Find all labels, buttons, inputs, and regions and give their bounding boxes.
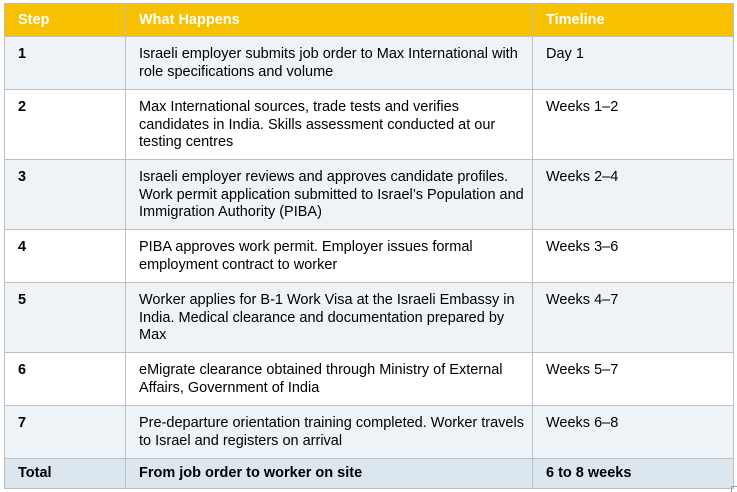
- step-description: eMigrate clearance obtained through Ministry of External Affairs, Government of India: [126, 353, 533, 406]
- step-number: 2: [5, 90, 126, 160]
- step-timeline: Weeks 4–7: [533, 283, 734, 353]
- process-timeline-table: [4, 3, 734, 489]
- step-timeline: Weeks 3–6: [533, 230, 734, 283]
- table-row: [5, 283, 734, 353]
- step-timeline: Weeks 5–7: [533, 353, 734, 406]
- step-description: Max International sources, trade tests and verifies candidates in India. Skills assessment conducted at our testing centres: [126, 90, 533, 160]
- step-number: 5: [5, 283, 126, 353]
- table-row: [5, 90, 734, 160]
- table-header-row: [5, 4, 734, 37]
- step-description: Israeli employer submits job order to Max International with role specifications and volume: [126, 37, 533, 90]
- table-row: [5, 406, 734, 459]
- corner-crop-mark: [731, 486, 737, 492]
- header-timeline: Timeline: [533, 4, 734, 37]
- step-number: 1: [5, 37, 126, 90]
- table-row: [5, 353, 734, 406]
- step-number: 3: [5, 160, 126, 230]
- step-timeline: Weeks 2–4: [533, 160, 734, 230]
- table-row: [5, 160, 734, 230]
- step-description: Pre-departure orientation training completed. Worker travels to Israel and registers on arrival: [126, 406, 533, 459]
- header-what-happens: What Happens: [126, 4, 533, 37]
- step-number: 7: [5, 406, 126, 459]
- total-timeline: 6 to 8 weeks: [533, 459, 734, 489]
- step-timeline: Weeks 1–2: [533, 90, 734, 160]
- header-step: Step: [5, 4, 126, 37]
- step-number: 4: [5, 230, 126, 283]
- step-timeline: Day 1: [533, 37, 734, 90]
- table-row: [5, 37, 734, 90]
- total-label: Total: [5, 459, 126, 489]
- table-row: [5, 230, 734, 283]
- step-timeline: Weeks 6–8: [533, 406, 734, 459]
- step-number: 6: [5, 353, 126, 406]
- total-row: [5, 459, 734, 489]
- step-description: Worker applies for B-1 Work Visa at the Israeli Embassy in India. Medical clearance and documentation prepared by Max: [126, 283, 533, 353]
- total-description: From job order to worker on site: [126, 459, 533, 489]
- step-description: PIBA approves work permit. Employer issues formal employment contract to worker: [126, 230, 533, 283]
- step-description: Israeli employer reviews and approves candidate profiles. Work permit application submitted to Israel’s Population and Immigration Authority (PIBA): [126, 160, 533, 230]
